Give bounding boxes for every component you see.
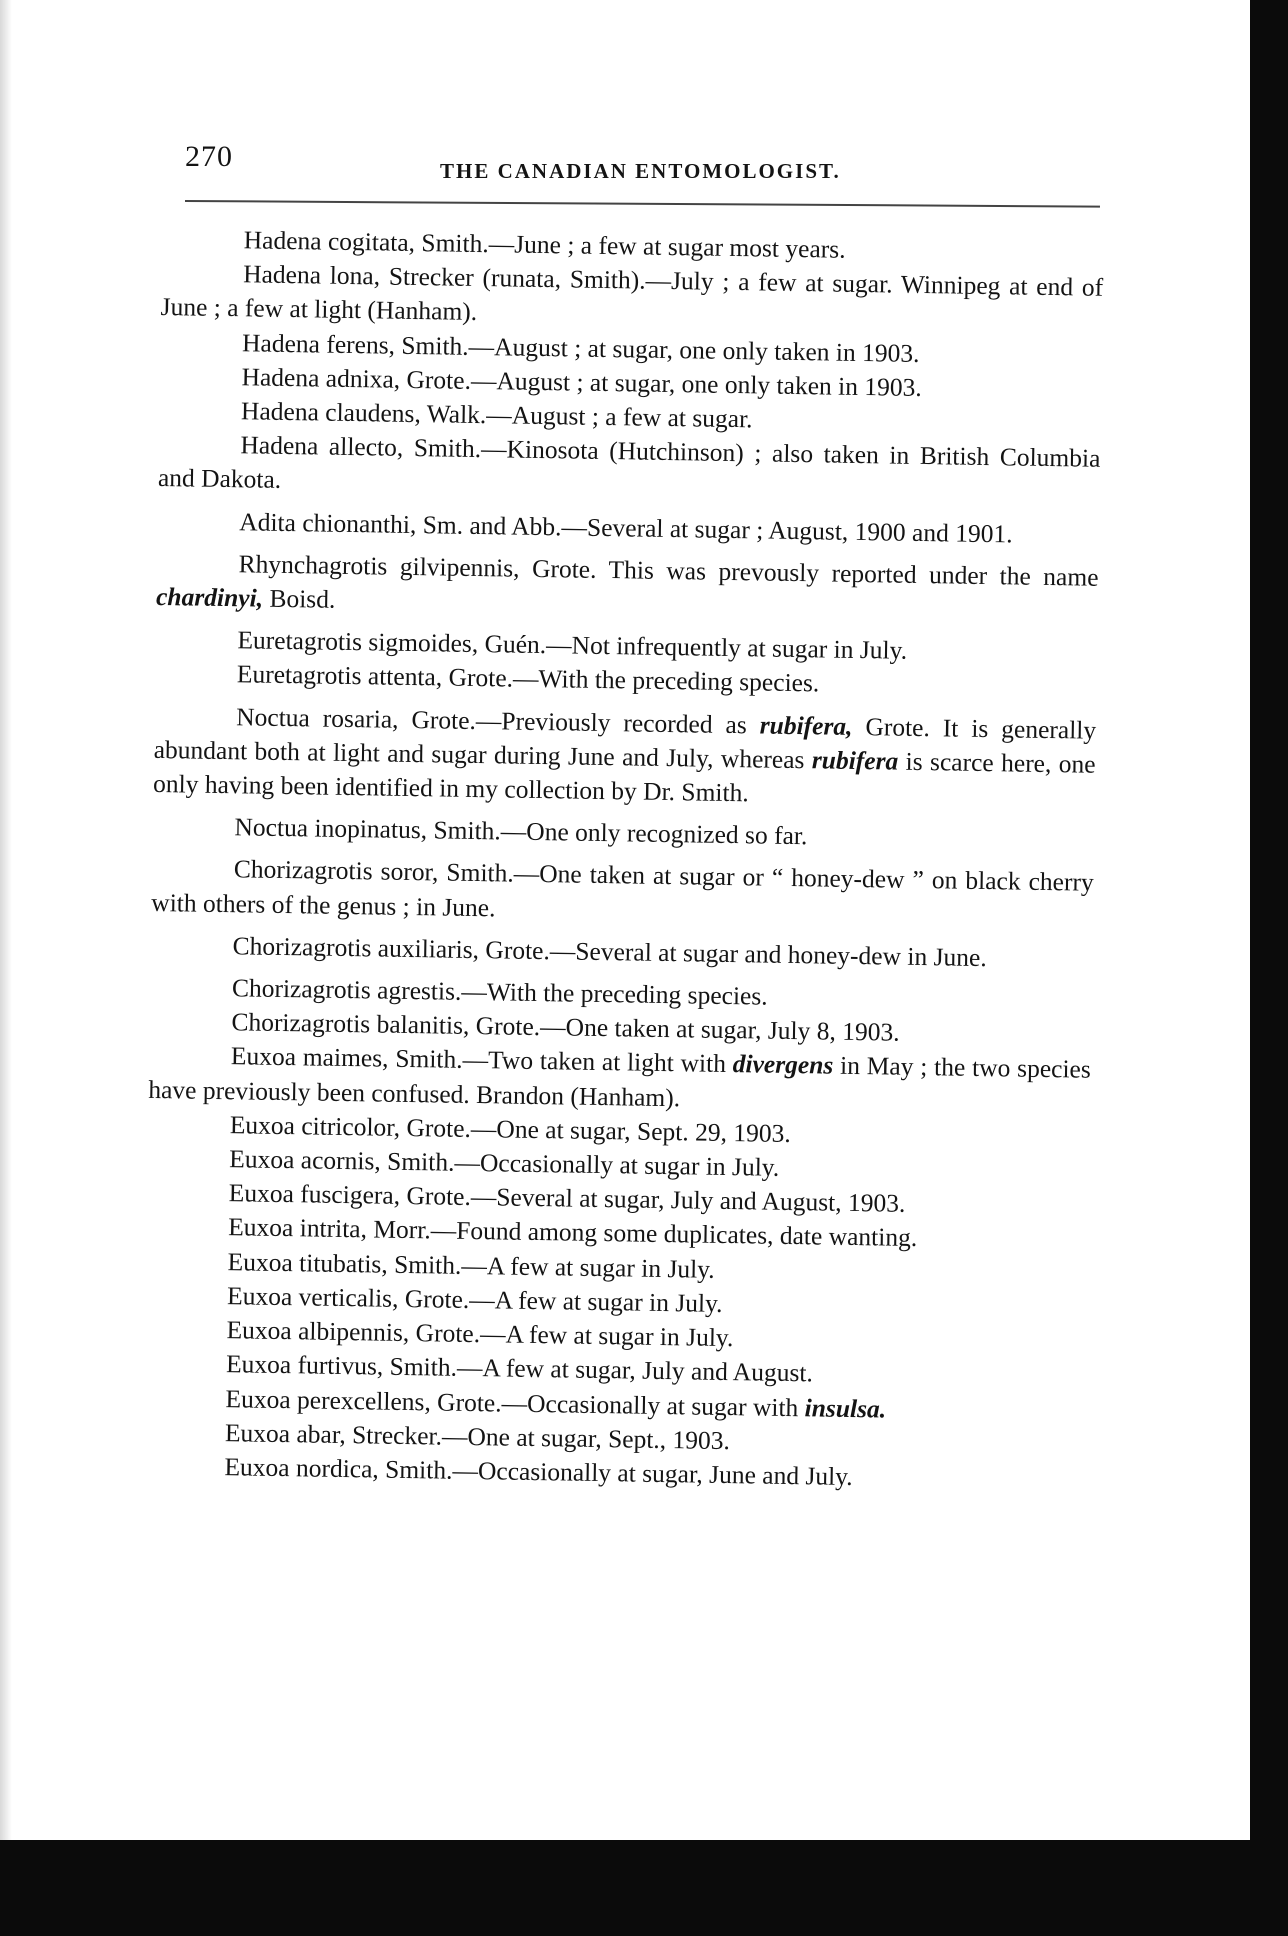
italic-taxon-name: chardinyi,	[155, 581, 264, 613]
species-entry	[153, 699, 1096, 816]
entry-text: Adita chionanthi, Sm. and Abb.—Several at sugar ; August, 1900 and 1901.	[239, 506, 1013, 549]
entry-text: Chorizagrotis balanitis, Grote.—One taken at sugar, July 8, 1903.	[231, 1007, 900, 1047]
entry-text: Hadena cogitata, Smith.—June ; a few at sugar most years.	[243, 225, 846, 264]
entry-text: Euxoa maimes, Smith.—Two taken at light with	[230, 1041, 733, 1079]
entry-text: Euxoa fuscigera, Grote.—Several at sugar, July and August, 1903.	[228, 1178, 906, 1219]
entry-text: Euxoa nordica, Smith.—Occasionally at sugar, June and July.	[224, 1452, 853, 1491]
entry-text: Noctua inopinatus, Smith.—One only recognized so far.	[234, 812, 808, 851]
italic-taxon-name: rubifera	[811, 745, 899, 776]
entry-text: Chorizagrotis agrestis.—With the preceding species.	[231, 973, 768, 1011]
entry-text: Noctua rosaria, Grote.—Previously recorded as	[236, 701, 760, 740]
entry-text: Boisd.	[262, 583, 336, 614]
entry-text: Chorizagrotis soror, Smith.—One taken at sugar or “ honey-dew ” on black cherry with others of the genus ; in June.	[151, 854, 1094, 922]
running-title: THE CANADIAN ENTOMOLOGIST.	[440, 159, 841, 183]
gutter-shadow	[0, 0, 12, 1840]
entry-text: Euxoa perexcellens, Grote.—Occasionally at sugar with	[225, 1383, 805, 1422]
italic-taxon-name: insulsa.	[804, 1392, 887, 1424]
species-entry	[156, 546, 1099, 629]
italic-taxon-name: divergens	[732, 1049, 834, 1081]
entry-text: Euxoa abar, Strecker.—One at sugar, Sept., 1903.	[224, 1417, 731, 1455]
header-rule	[185, 200, 1100, 208]
entry-text: is scarce here, one only having been identified in my collection by Dr. Smith.	[152, 746, 1096, 808]
entry-text: Euxoa acornis, Smith.—Occasionally at sugar in July.	[229, 1144, 780, 1182]
entry-text: Hadena lona, Strecker (runata, Smith).—July ; a few at sugar. Winnipeg at end of June ; a few at light (Hanham).	[160, 259, 1104, 327]
entry-text: Chorizagrotis auxiliaris, Grote.—Several at sugar and honey-dew in June.	[232, 931, 987, 972]
entry-text: Hadena claudens, Walk.—August ; a few at sugar.	[240, 396, 753, 434]
species-entry	[152, 809, 1094, 858]
entry-text: Hadena ferens, Smith.—August ; at sugar, one only taken in 1903.	[241, 327, 920, 368]
page-number: 270	[185, 140, 233, 173]
entry-text: in May ; the two species have previously been confused. Brandon (Hanham).	[148, 1051, 1092, 1112]
scan-border-bottom	[0, 1840, 1288, 1936]
species-list	[142, 222, 1104, 1498]
entry-text: Euxoa citricolor, Grote.—One at sugar, Sept. 29, 1903.	[229, 1110, 791, 1148]
scan-border-right	[1250, 0, 1288, 1936]
entry-text: Hadena allecto, Smith.—Kinosota (Hutchinson) ; also taken in British Columbia and Dakota.	[157, 430, 1101, 495]
entry-text: Euxoa titubatis, Smith.—A few at sugar in July.	[227, 1246, 715, 1284]
entry-text: Euretagrotis sigmoides, Guén.—Not infrequently at sugar in July.	[237, 625, 908, 665]
entry-text: Euretagrotis attenta, Grote.—With the preceding species.	[236, 659, 820, 698]
entry-text: Euxoa intrita, Morr.—Found among some duplicates, date wanting.	[227, 1212, 918, 1253]
entry-text: Grote. It is generally abundant both at light and sugar during June and July, whereas	[153, 711, 1097, 775]
species-entry	[158, 427, 1101, 510]
entry-text: Hadena adnixa, Grote.—August ; at sugar, one only taken in 1903.	[241, 362, 922, 402]
entry-text: Euxoa furtivus, Smith.—A few at sugar, July and August.	[225, 1349, 814, 1388]
italic-taxon-name: rubifera,	[759, 710, 853, 741]
page-header	[185, 135, 1105, 185]
entry-text: Rhynchagrotis gilvipennis, Grote. This was prevously reported under the name	[238, 549, 1099, 592]
species-entry	[151, 851, 1094, 934]
entry-text: Euxoa albipennis, Grote.—A few at sugar in July.	[226, 1315, 734, 1353]
species-entry	[150, 928, 1092, 977]
entry-text: Euxoa verticalis, Grote.—A few at sugar in July.	[226, 1281, 723, 1318]
species-entry	[157, 504, 1099, 553]
